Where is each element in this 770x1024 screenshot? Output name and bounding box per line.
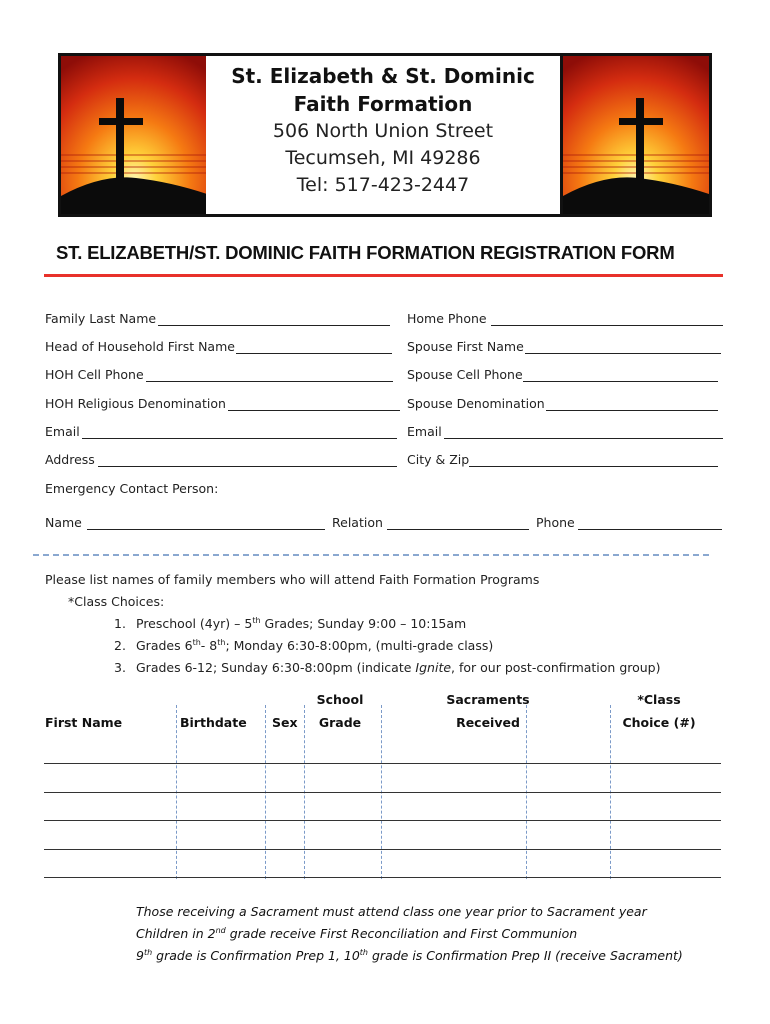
choice-3-text: Grades 6-12; Sunday 6:30-8:00pm (indicate	[136, 660, 416, 675]
choice-2-text: Grades 6	[136, 638, 193, 654]
cross-sunset-image-right	[563, 56, 709, 214]
spouse-first-name-label: Spouse First Name	[407, 339, 524, 354]
family-last-name-field[interactable]	[158, 325, 390, 326]
cross-sunset-icon	[61, 56, 207, 214]
hoh-denomination-field[interactable]	[228, 410, 400, 411]
col-sex: Sex	[272, 715, 298, 730]
phone-number: Tel: 517-423-2447	[296, 174, 470, 196]
hoh-first-name-label: Head of Household First Name	[45, 339, 235, 354]
col-birthdate: Birthdate	[180, 715, 247, 730]
spouse-first-name-field[interactable]	[525, 353, 721, 354]
parish-name: St. Elizabeth & St. Dominic	[231, 64, 535, 88]
cross-sunset-image-left	[61, 56, 207, 214]
spouse-cell-label: Spouse Cell Phone	[407, 367, 523, 382]
emergency-name-field[interactable]	[87, 529, 325, 530]
email-label-2: Email	[407, 424, 442, 439]
col-class-choice-1: *Class	[637, 692, 681, 707]
home-phone-field[interactable]	[491, 325, 723, 326]
email-field-2[interactable]	[444, 438, 723, 439]
class-choices-label: *Class Choices:	[68, 594, 165, 609]
emergency-phone-label: Phone	[536, 515, 575, 530]
class-choice-3	[136, 660, 661, 675]
emergency-relation-field[interactable]	[387, 529, 529, 530]
emergency-relation-label: Relation	[332, 515, 383, 530]
header-banner	[58, 53, 712, 217]
col-class-choice-2: Choice (#)	[622, 715, 696, 730]
col-school-1: School	[316, 692, 364, 707]
city-state-zip: Tecumseh, MI 49286	[285, 147, 481, 169]
section-separator	[33, 554, 709, 556]
spouse-denomination-field[interactable]	[546, 410, 718, 411]
choice-1-text: Preschool (4yr) – 5	[136, 616, 253, 632]
choice-2-text-mid: - 8	[200, 638, 218, 654]
note-2-text: Children in 2	[136, 926, 216, 942]
choice-3-ignite: Ignite	[415, 660, 452, 675]
emergency-name-label: Name	[45, 515, 82, 530]
table-row[interactable]	[44, 849, 721, 850]
address-field[interactable]	[98, 466, 397, 467]
choice-2-sup-1: th	[192, 638, 201, 647]
hoh-cell-field[interactable]	[146, 381, 393, 382]
choice-3-text-end: , for our post-confirmation group)	[451, 660, 661, 675]
col-sacraments-2: Received	[456, 715, 520, 730]
program-name: Faith Formation	[293, 92, 473, 116]
class-choice-1-number: 1.	[114, 616, 126, 631]
street-address: 506 North Union Street	[272, 120, 494, 142]
members-intro: Please list names of family members who will attend Faith Formation Programs	[45, 572, 540, 587]
email-field-1[interactable]	[82, 438, 397, 439]
table-row[interactable]	[44, 877, 721, 878]
table-row[interactable]	[44, 763, 721, 764]
class-choice-2	[136, 638, 493, 653]
choice-1-text-end: Grades; Sunday 9:00 – 10:15am	[260, 616, 467, 632]
form-title: ST. ELIZABETH/ST. DOMINIC FAITH FORMATION REGISTRATION FORM	[56, 242, 675, 263]
hoh-first-name-field[interactable]	[236, 353, 392, 354]
cross-sunset-icon	[563, 56, 709, 214]
class-choice-2-number: 2.	[114, 638, 126, 653]
class-choice-3-number: 3.	[114, 660, 126, 675]
note-2-sup: nd	[215, 926, 226, 935]
note-3-text-end: grade is Confirmation Prep II (receive Sacrament)	[368, 948, 683, 964]
second-grade-note	[136, 926, 577, 941]
spouse-denomination-label: Spouse Denomination	[407, 396, 545, 411]
col-sacraments-1: Sacraments	[446, 692, 530, 707]
home-phone-label: Home Phone	[407, 311, 487, 326]
table-row[interactable]	[44, 792, 721, 793]
note-3-text: 9	[136, 948, 144, 964]
family-last-name-label: Family Last Name	[45, 311, 157, 326]
table-row[interactable]	[44, 820, 721, 821]
hoh-denomination-label: HOH Religious Denomination	[45, 396, 226, 411]
hoh-cell-label: HOH Cell Phone	[45, 367, 144, 382]
note-3-sup-2: th	[359, 948, 369, 957]
note-3-text-mid: grade is Confirmation Prep 1, 10	[152, 948, 360, 964]
class-choice-1	[136, 616, 466, 631]
choice-2-sup-2: th	[217, 638, 226, 647]
note-3-sup-1: th	[143, 948, 153, 957]
sacrament-note: Those receiving a Sacrament must attend class one year prior to Sacrament year	[136, 904, 647, 919]
confirmation-note	[136, 948, 683, 963]
choice-1-sup: th	[252, 616, 261, 625]
emergency-contact-label: Emergency Contact Person:	[45, 481, 219, 496]
city-zip-label: City & Zip	[407, 452, 470, 467]
choice-2-text-end: ; Monday 6:30-8:00pm, (multi-grade class)	[225, 638, 494, 654]
title-divider	[44, 274, 723, 277]
parish-info	[206, 56, 560, 214]
spouse-cell-field[interactable]	[523, 381, 718, 382]
note-2-text-end: grade receive First Reconciliation and First Communion	[225, 926, 578, 942]
email-label-1: Email	[45, 424, 80, 439]
address-label: Address	[45, 452, 95, 467]
emergency-phone-field[interactable]	[578, 529, 722, 530]
city-zip-field[interactable]	[469, 466, 718, 467]
col-school-2: Grade	[318, 715, 362, 730]
col-first-name: First Name	[45, 715, 123, 730]
